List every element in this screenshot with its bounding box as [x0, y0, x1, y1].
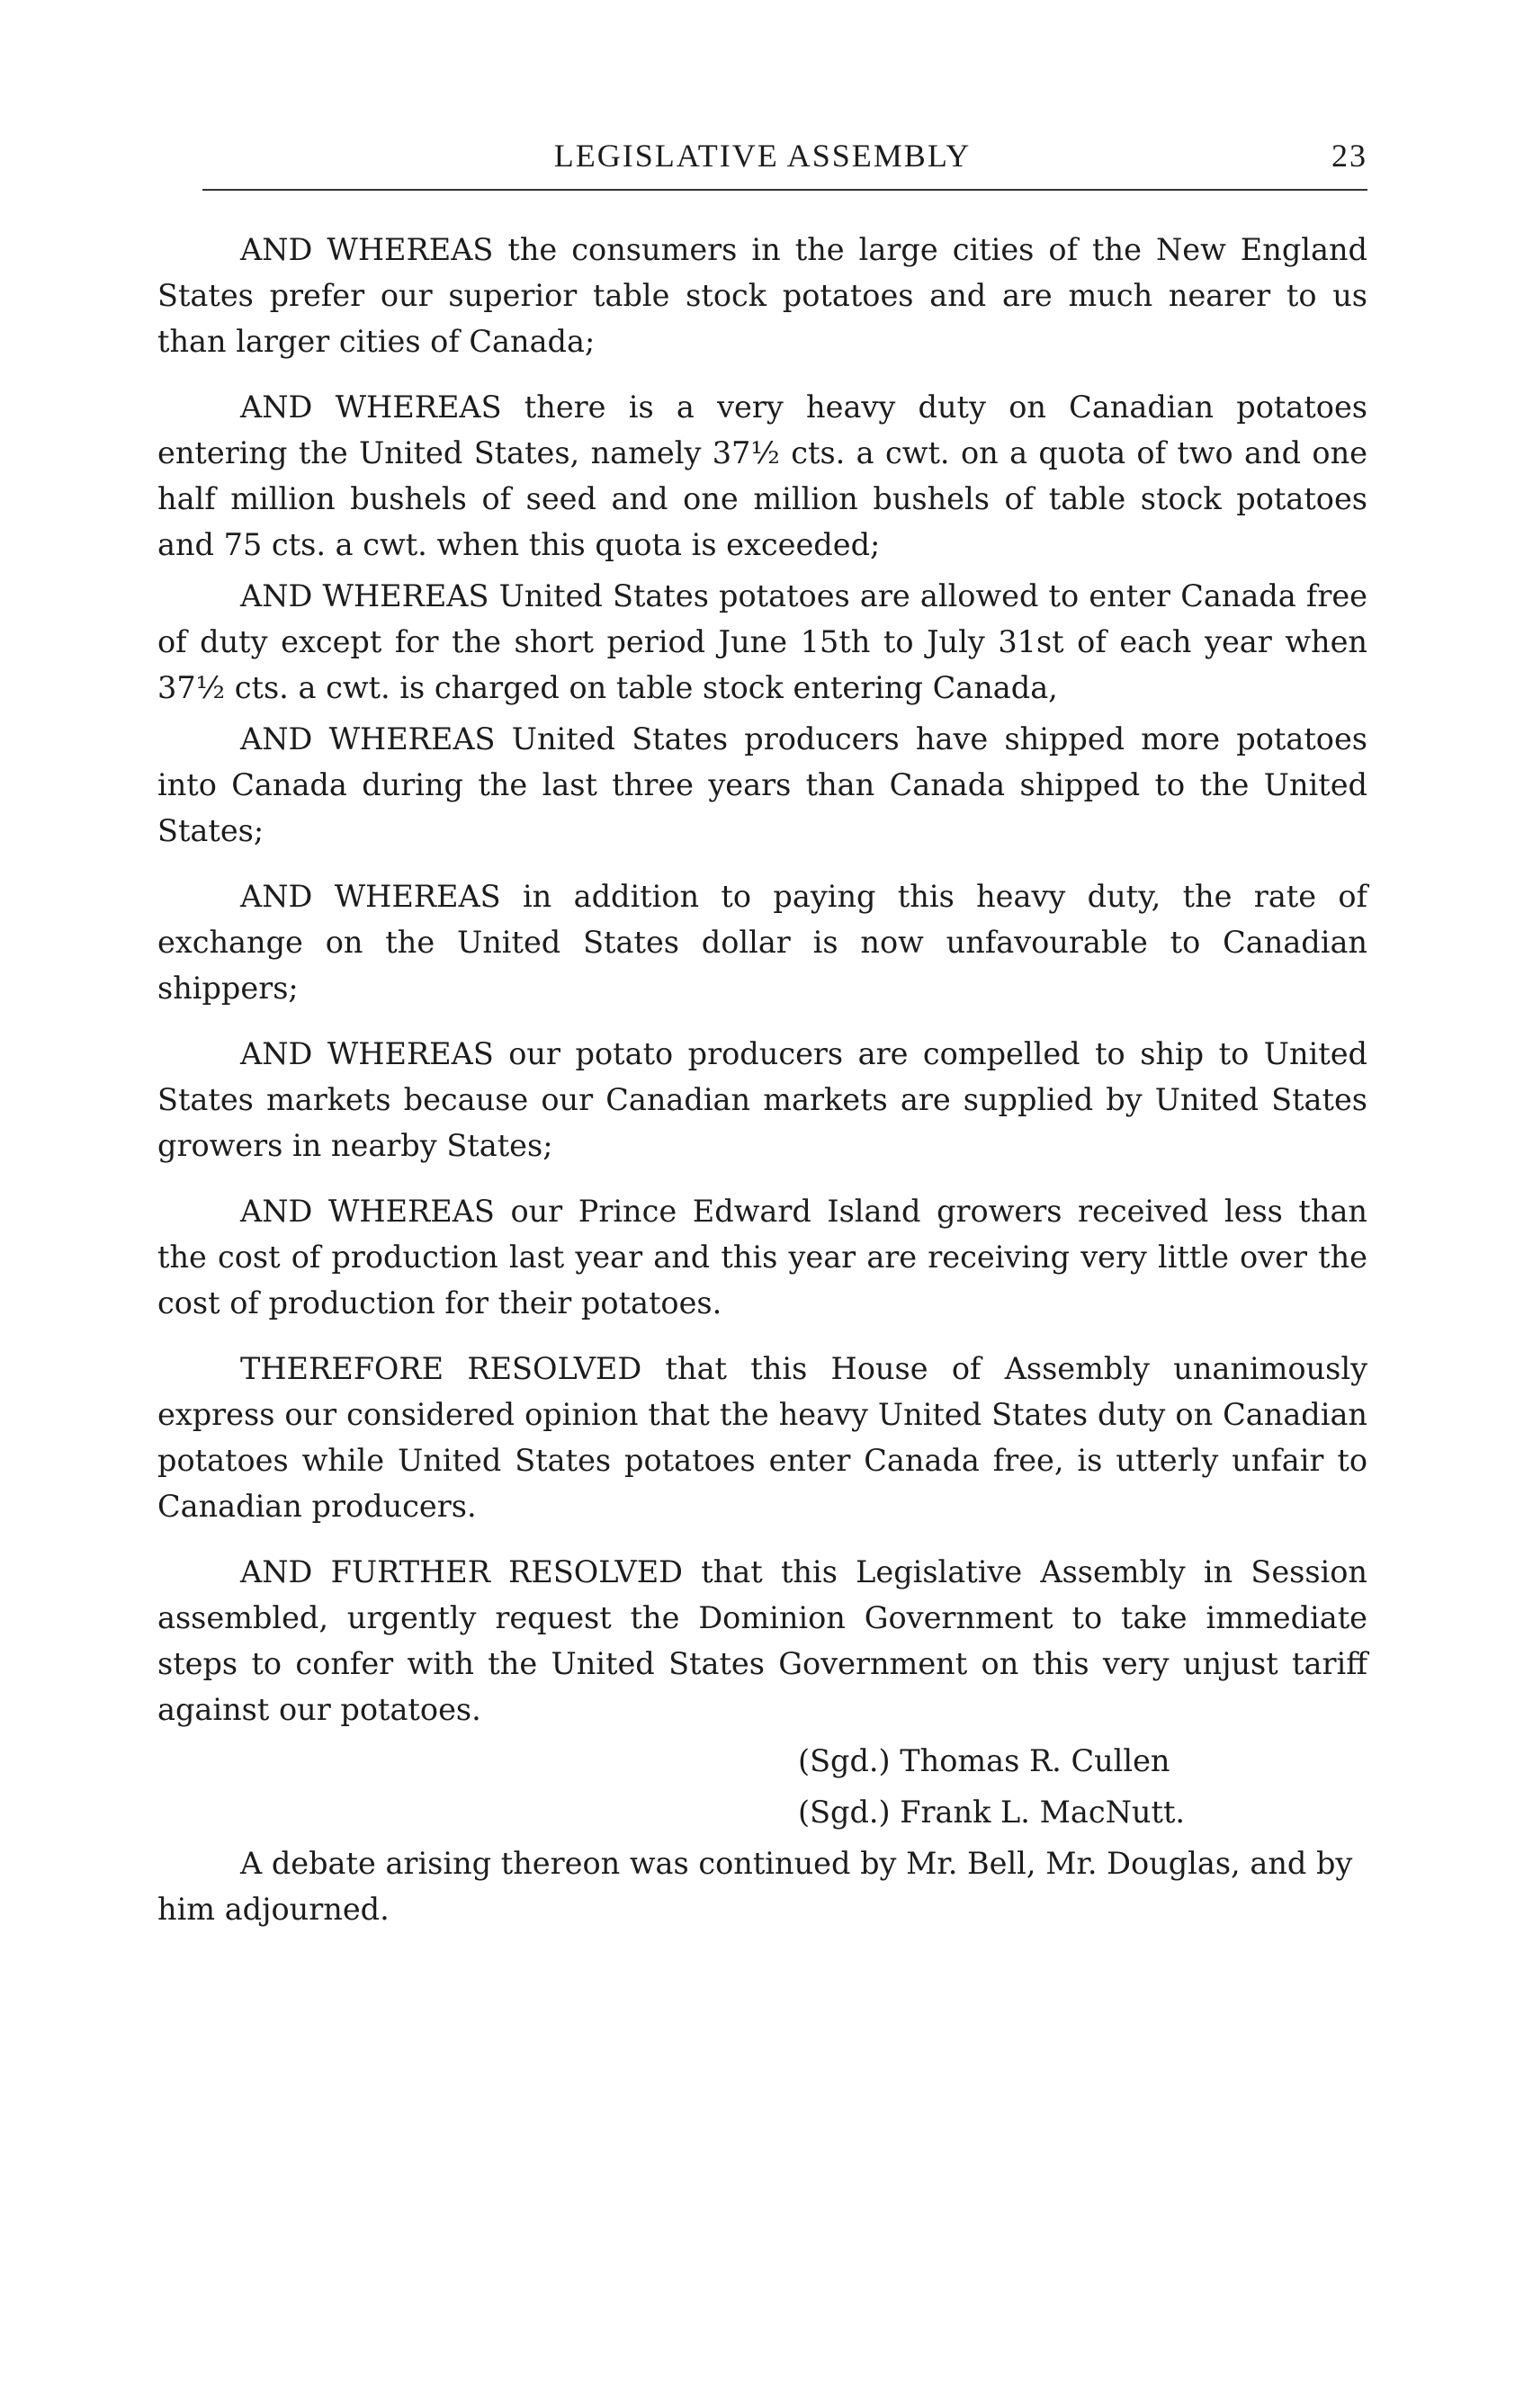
paragraph-whereas-consumers: AND WHEREAS the consumers in the large cities of the New England States prefer our superior table stock potatoes and are much nearer to us than larger cities of Canada; [157, 232, 1367, 359]
paragraph-whereas-us-potatoes: AND WHEREAS United States potatoes are allowed to enter Canada free of duty except for the short period June 15th to July 31st of each year when 37½ cts. a cwt. is charged on table stock entering Canada, [157, 578, 1367, 705]
document-page [157, 126, 1367, 1952]
signature-macnutt: (Sgd.) Frank L. MacNutt. [798, 1795, 1186, 1830]
closing-note: A debate arising thereon was continued by Mr. Bell, Mr. Douglas, and by him adjourned. [157, 1846, 1353, 1927]
header-rule [202, 189, 1367, 191]
running-header [157, 126, 1367, 189]
paragraph-whereas-duty: AND WHEREAS there is a very heavy duty on Canadian potatoes entering the United States, namely 37½ cts. a cwt. on a quota of two and one half million bushels of seed and one million bushels of table stock potatoes and 75 cts. a cwt. when this quota is exceeded; [157, 389, 1367, 562]
paragraph-therefore-resolved: THEREFORE RESOLVED that this House of Assembly unanimously express our considered opinion that the heavy United States duty on Canadian potatoes while United States potatoes enter Canada free, is utterly unfair to Canadian producers. [157, 1351, 1367, 1524]
paragraph-whereas-markets: AND WHEREAS our potato producers are compelled to ship to United States markets because our Canadian markets are supplied by United States growers in nearby States; [157, 1036, 1367, 1163]
page-title: LEGISLATIVE ASSEMBLY [553, 138, 972, 174]
signature-cullen: (Sgd.) Thomas R. Cullen [798, 1743, 1170, 1778]
page-number: 23 [1331, 138, 1367, 174]
paragraph-whereas-exchange: AND WHEREAS in addition to paying this heavy duty, the rate of exchange on the United States dollar is now unfavourable to Canadian shippers; [157, 879, 1367, 1006]
paragraph-whereas-producers: AND WHEREAS United States producers have shipped more potatoes into Canada during the last three years than Canada shipped to the United States; [157, 721, 1367, 848]
body-text [157, 227, 1367, 1932]
paragraph-further-resolved: AND FURTHER RESOLVED that this Legislative Assembly in Session assembled, urgently request the Dominion Government to take immediate steps to confer with the United States Government on this very unjust tariff against our potatoes. [157, 1554, 1367, 1727]
paragraph-whereas-growers: AND WHEREAS our Prince Edward Island growers received less than the cost of production last year and this year are receiving very little over the cost of production for their potatoes. [157, 1194, 1367, 1320]
